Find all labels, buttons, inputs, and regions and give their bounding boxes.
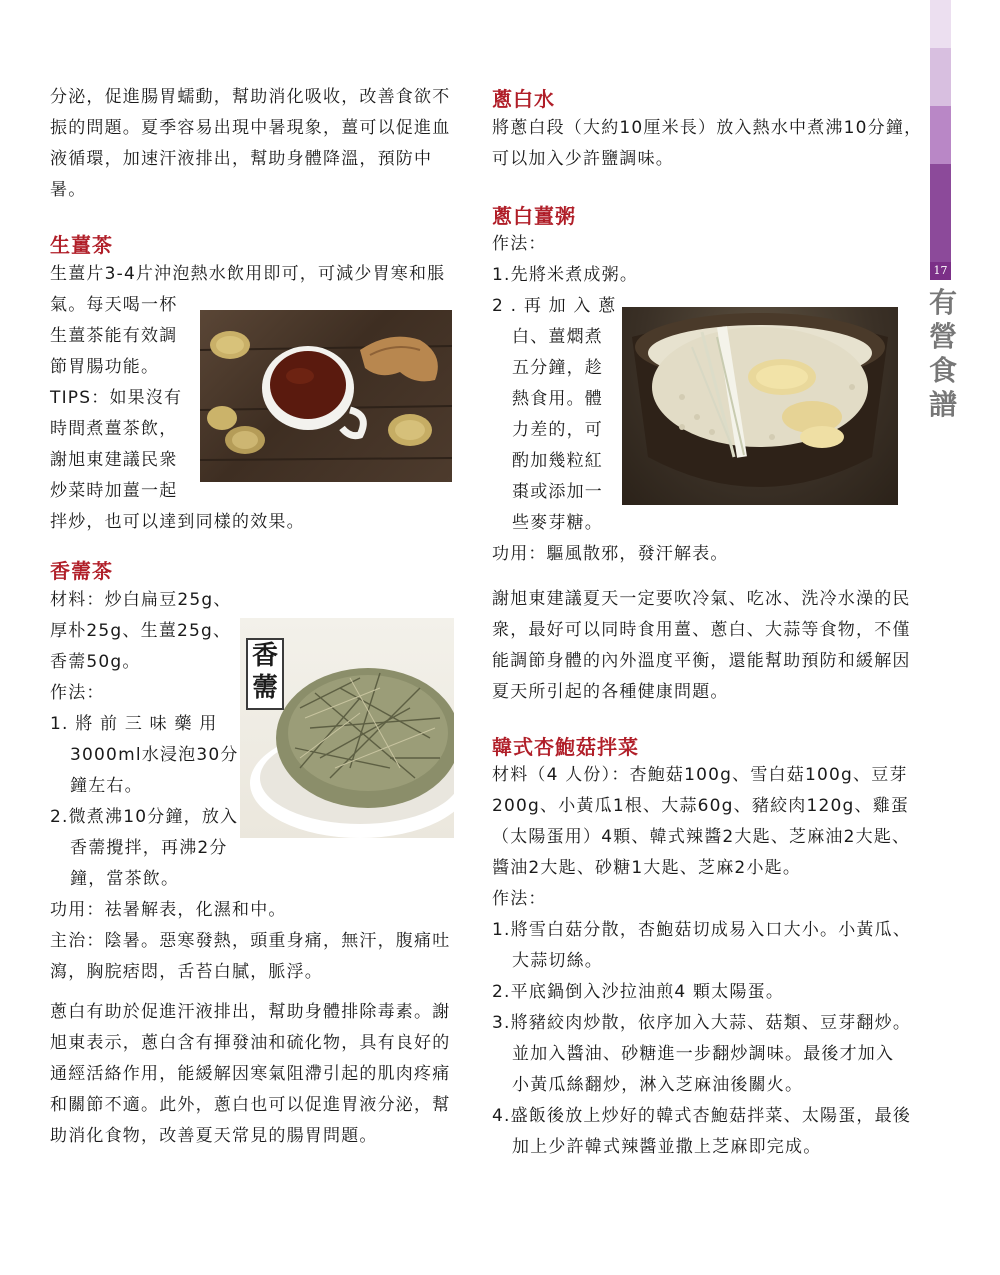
section-tab-2	[930, 48, 951, 106]
scallion-water-title: 蔥白水	[492, 87, 555, 111]
korean-dish-title: 韓式杏鮑菇拌菜	[492, 735, 639, 759]
xiangru-herb-photo	[240, 618, 454, 838]
scallion-water-text: 將蔥白段（大約10厘米長）放入熱水中煮沸10分鐘， 可以加入少許鹽調味。	[492, 118, 923, 169]
scallion-congee-recipe: 作法： 1.先將米煮成粥。 2 . 再 加 入 蔥 白、薑燜煮 五分鐘，趁 熱食用。體 力差的，可 酌加幾粒紅 棗或添加一 些麥芽糖。 功用：驅風散邪，發汗解表。	[492, 234, 729, 564]
ginger-tea-title: 生薑茶	[50, 233, 113, 257]
xiangru-tea-recipe: 材料：炒白扁豆25g、 厚朴25g、生薑25g、 香薷50g。 作法： 1. 將 前 三 味 藥 用 3000ml水浸泡30分 鐘左右。 2.微煮沸10分鐘，放入 香薷攪拌，再沸2分 鐘，當茶飲。	[50, 590, 239, 889]
ginger-tea-photo	[200, 310, 452, 482]
scallion-paragraph: 蔥白有助於促進汗液排出，幫助身體排除毒素。謝 旭東表示，蔥白含有揮發油和硫化物，具有良好的 通經活絡作用，能緩解因寒氣阻滯引起的肌肉疼痛 和關節不適。此外，蔥白也可以促進胃液分泌，幫 助消化食物，改善夏天常見的腸胃問題。	[50, 1002, 451, 1146]
xiangru-stamp: 香 薷	[246, 638, 284, 710]
section-tab-3	[930, 106, 951, 164]
ginger-tea-illustration	[200, 310, 452, 482]
section-tab-4	[930, 164, 951, 262]
xiangru-tea-title: 香薷茶	[50, 559, 113, 583]
ginger-tea-text: 生薑片3-4片沖泡熱水飲用即可，可減少胃寒和脹 氣。每天喝一杯 生薑茶能有效調 節胃腸功能。 TIPS：如果沒有 時間煮薑茶飲， 謝旭東建議民衆 炒菜時加薑一起 拌炒，也可以達到同樣的效果。	[50, 264, 446, 532]
scallion-congee-title: 蔥白薑粥	[492, 204, 576, 228]
intro-paragraph: 分泌，促進腸胃蠕動，幫助消化吸收，改善食欲不 振的問題。夏季容易出現中暑現象，薑可以促進血 液循環，加速汗液排出，幫助身體降溫，預防中 暑。	[50, 87, 451, 200]
section-title: 有 營 食 譜	[928, 286, 957, 421]
korean-dish-recipe: 材料（4 人份）：杏鮑菇100g、雪白菇100g、豆芽 200g、小黃瓜1根、大蒜60g、豬絞肉120g、雞蛋 （太陽蛋用）4顆、韓式辣醬2大匙、芝麻油2大匙、 醬油2大匙、砂糖1大匙、芝麻2小匙。 作法： 1.將雪白菇分散，杏鮑菇切成易入口大小。小黃瓜、 大蒜切絲。 2.平底鍋倒入沙拉油煎4 顆太陽蛋。 3.將豬絞肉炒散，依序加入大蒜、菇類、豆芽翻炒。 並加入醬油、砂糖進一步翻炒調味。最後才加入 小黃瓜絲翻炒，淋入芝麻油後關火。 4.盛飯後放上炒好的韓式杏鮑菇拌菜、太陽蛋，最後 加上少許韓式辣醬並撒上芝麻即完成。	[492, 765, 912, 1157]
page-number: 17	[930, 262, 951, 280]
congee-bowl-illustration	[622, 307, 898, 505]
section-tab-1	[930, 0, 951, 48]
xiangru-tea-effects: 功用：祛暑解表，化濕和中。 主治：陰暑。惡寒發熱，頭重身痛，無汗，腹痛吐 瀉，胸脘痞悶，舌苔白膩，脈浮。	[50, 900, 451, 982]
advice-paragraph: 謝旭東建議夏天一定要吹冷氣、吃冰、洗冷水澡的民 衆，最好可以同時食用薑、蔥白、大蒜等食物，不僅 能調節身體的內外溫度平衡，還能幫助預防和緩解因 夏天所引起的各種健康問題。	[492, 589, 911, 702]
scallion-congee-photo	[622, 307, 898, 505]
